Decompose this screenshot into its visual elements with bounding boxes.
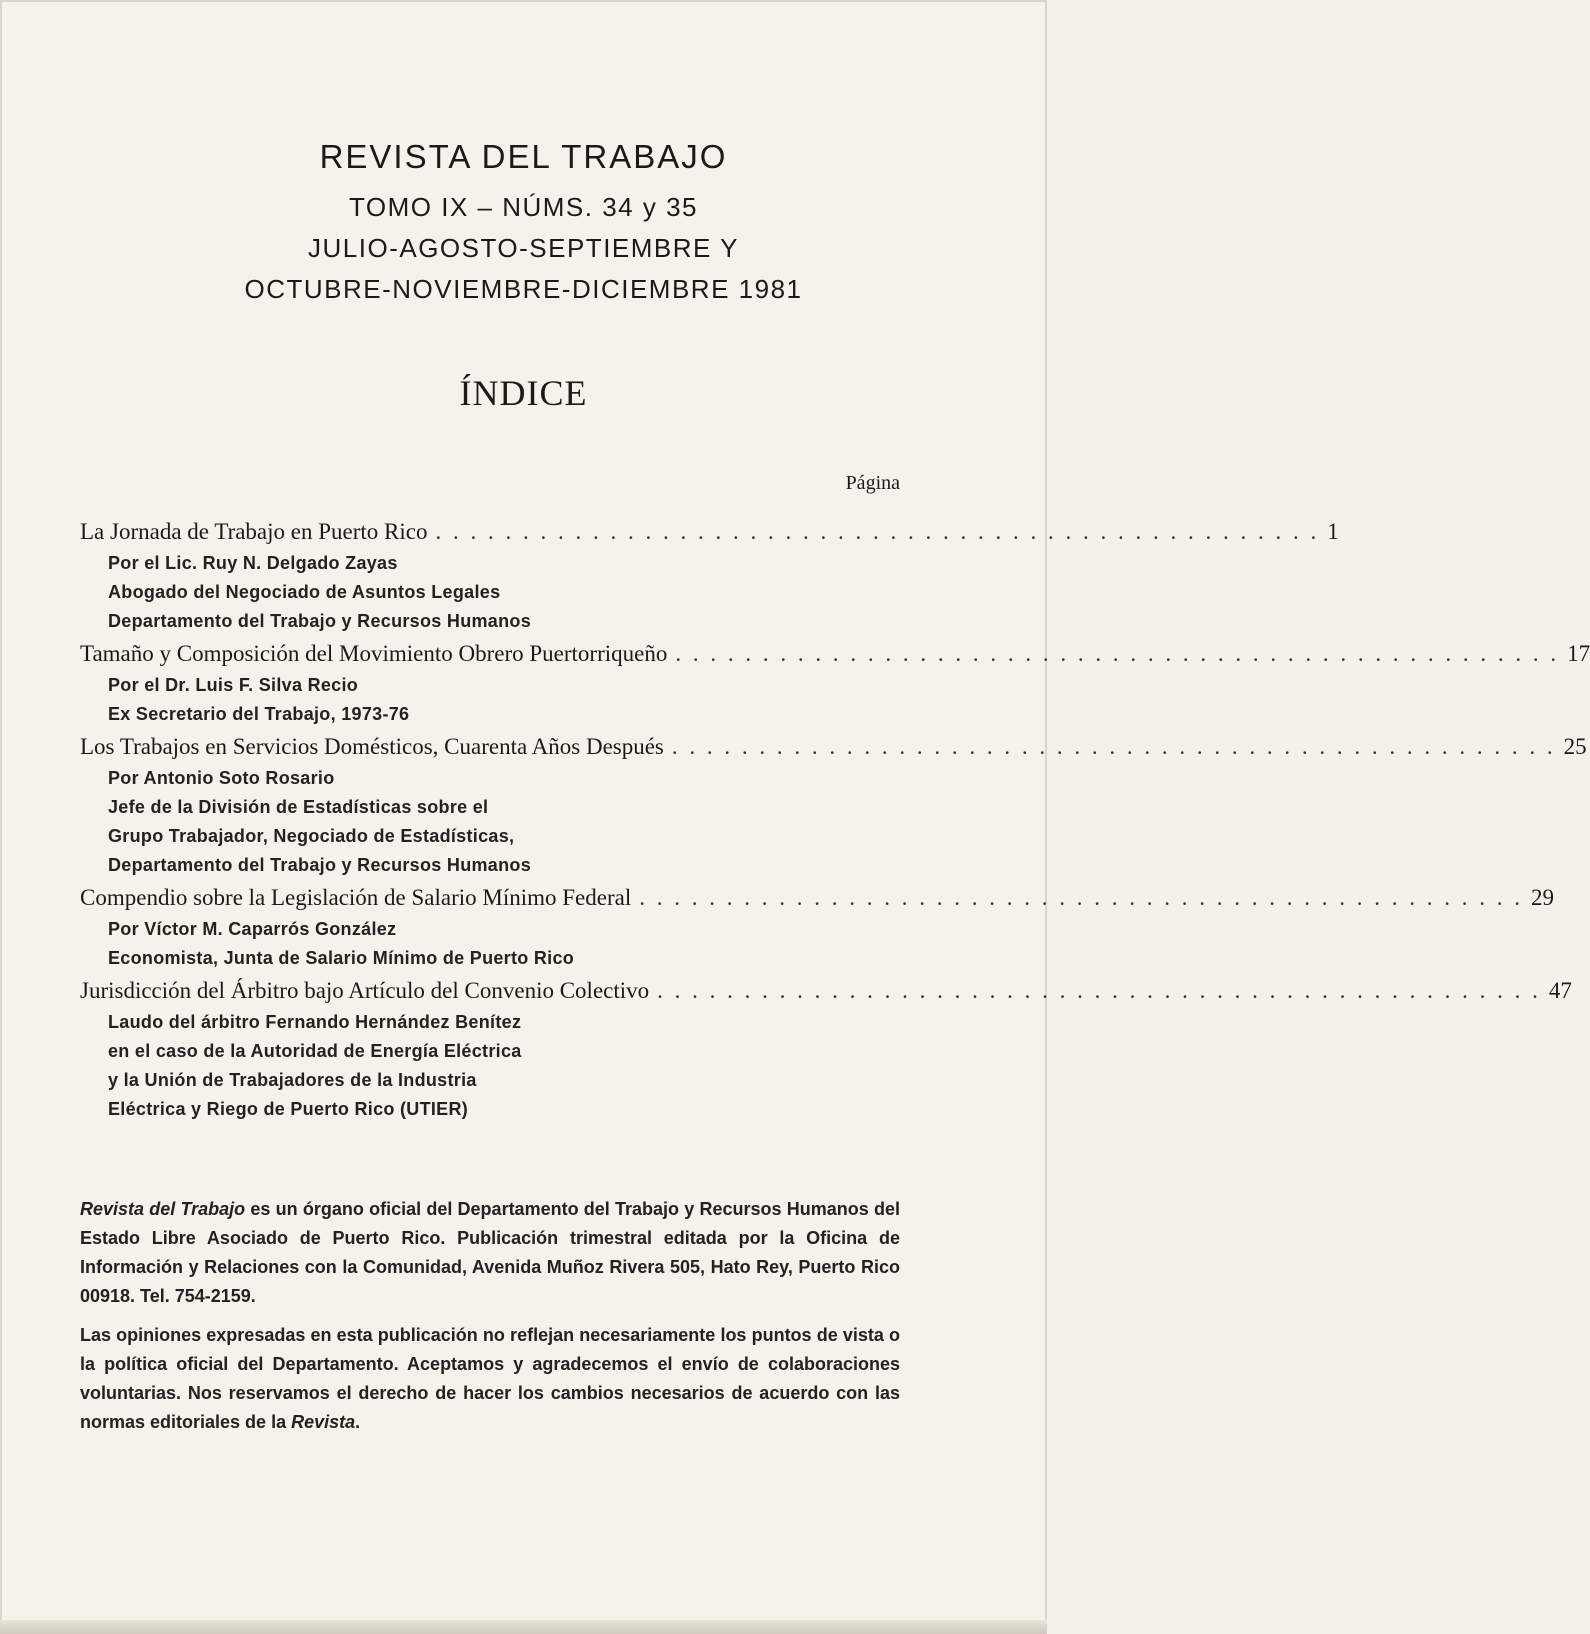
page-bottom-edge [0, 1620, 1047, 1634]
revista-italic: Revista [291, 1412, 356, 1432]
index-heading: ÍNDICE [459, 373, 588, 413]
toc-entry-title: Compendio sobre la Legislación de Salario Mínimo Federal [80, 885, 632, 910]
toc-entry-author-line: Economista, Junta de Salario Mínimo de Puerto Rico [108, 948, 575, 968]
toc-entry [80, 729, 1587, 880]
toc-entry-author-line: Jefe de la División de Estadísticas sobre el [108, 797, 489, 817]
toc-entry-author-line: Grupo Trabajador, Negociado de Estadísticas, [108, 826, 515, 846]
toc-entry-author-line: Eléctrica y Riego de Puerto Rico (UTIER) [108, 1099, 469, 1119]
toc-entry-author-line: Departamento del Trabajo y Recursos Humanos [108, 611, 532, 631]
toc-entry-title: Tamaño y Composición del Movimiento Obrero Puertorriqueño [80, 641, 668, 666]
disclaimer-end: . [355, 1412, 361, 1432]
toc-entry-author-line: Por Antonio Soto Rosario [108, 768, 335, 788]
toc-entry-author-line: Laudo del árbitro Fernando Hernández Benítez [108, 1012, 522, 1032]
toc-entry [80, 880, 1554, 973]
toc-entry-author-line: Ex Secretario del Trabajo, 1973-76 [108, 704, 410, 724]
toc-entry-line [80, 973, 1572, 1008]
journal-name-italic: Revista del Trabajo [80, 1199, 246, 1219]
dot-leader: . . . . . . . . . . . . . . . . . . . . . . . . . . . . . . . . . . . . . . . . . . . . . . . . . . . [671, 734, 1556, 759]
publication-statement-text: es un órgano oficial del Departamento del Trabajo y Recursos Humanos del Estado Libre Asociado de Puerto Rico. Publicación trimestral editada por la Oficina de Información y Relaciones con la Comunidad, Avenida Muñoz Rivera 505, Hato Rey, Puerto Rico 00918. Tel. 754-2159. [80, 1199, 900, 1306]
toc-entry-line [80, 514, 1339, 549]
toc-entry [80, 514, 1339, 636]
toc-entry [80, 636, 1590, 729]
dot-leader: . . . . . . . . . . . . . . . . . . . . . . . . . . . . . . . . . . . . . . . . . . . . . . . . . . . [639, 885, 1523, 910]
toc-page-number: 17 [1567, 641, 1590, 666]
publication-statement [80, 1195, 900, 1311]
toc-entry-author-line: y la Unión de Trabajadores de la Industria [108, 1070, 477, 1090]
toc-entry-title: Los Trabajos en Servicios Domésticos, Cuarenta Años Después [80, 734, 664, 759]
table-of-contents [80, 514, 1590, 1124]
toc-entry-author-line: Por el Dr. Luis F. Silva Recio [108, 675, 359, 695]
toc-entry-author-line: en el caso de la Autoridad de Energía Eléctrica [108, 1041, 522, 1061]
publication-notes [80, 1195, 900, 1447]
period-line-2: OCTUBRE-NOVIEMBRE-DICIEMBRE 1981 [244, 274, 803, 304]
toc-entry-line [80, 729, 1587, 764]
toc-entry-author-line: Departamento del Trabajo y Recursos Humanos [108, 855, 532, 875]
masthead [0, 138, 1047, 315]
toc-page-number: 25 [1563, 734, 1587, 759]
toc-entry-title: La Jornada de Trabajo en Puerto Rico [80, 519, 428, 544]
toc-page-number: 1 [1327, 519, 1339, 544]
page-column-label: Página [845, 472, 900, 494]
toc-page-number: 47 [1548, 978, 1572, 1003]
toc-entry-line [80, 636, 1590, 671]
toc-entry-author-line: Por Víctor M. Caparrós González [108, 919, 397, 939]
dot-leader: . . . . . . . . . . . . . . . . . . . . . . . . . . . . . . . . . . . . . . . . . . . . . . . . . . . [657, 978, 1541, 1003]
toc-entry-author-line: Abogado del Negociado de Asuntos Legales [108, 582, 501, 602]
disclaimer [80, 1321, 900, 1437]
toc-page-number: 29 [1531, 885, 1554, 910]
toc-entry-line [80, 880, 1554, 915]
period-line-1: JULIO-AGOSTO-SEPTIEMBRE Y [308, 233, 739, 263]
disclaimer-text: Las opiniones expresadas en esta publicación no reflejan necesariamente los puntos de vista o la política oficial del Departamento. Aceptamos y agradecemos el envío de colaboraciones voluntarias. Nos reservamos el derecho de hacer los cambios necesarios de acuerdo con las normas editoriales de la [80, 1325, 900, 1432]
toc-entry [80, 973, 1572, 1124]
dot-leader: . . . . . . . . . . . . . . . . . . . . . . . . . . . . . . . . . . . . . . . . . . . . . . . . . . . [435, 519, 1320, 544]
journal-title: REVISTA DEL TRABAJO [319, 138, 728, 175]
dot-leader: . . . . . . . . . . . . . . . . . . . . . . . . . . . . . . . . . . . . . . . . . . . . . . . . . . . [675, 641, 1560, 666]
toc-entry-author-line: Por el Lic. Ruy N. Delgado Zayas [108, 553, 398, 573]
volume-number: TOMO IX – NÚMS. 34 y 35 [348, 192, 698, 222]
toc-entry-title: Jurisdicción del Árbitro bajo Artículo del Convenio Colectivo [80, 978, 650, 1003]
